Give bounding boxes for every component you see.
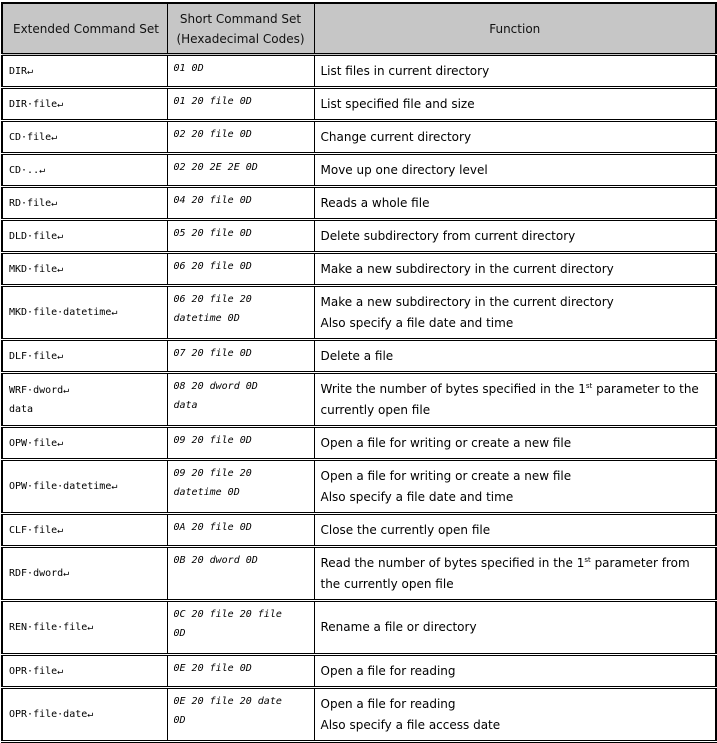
- table-row: [2, 427, 716, 460]
- function-text: Open a file for writing or create a new file: [320, 468, 572, 483]
- hex-code-text: 08 20 dword 0D: [173, 381, 258, 392]
- function-text: Also specify a file date and time: [320, 315, 514, 330]
- extended-command-cell: [2, 340, 167, 373]
- extended-command-text: CD·..↵: [9, 164, 46, 176]
- function-cell: [314, 655, 716, 688]
- hex-code-text: 0A 20 file 0D: [173, 522, 252, 533]
- function-text: Make a new subdirectory in the current directory: [320, 261, 614, 276]
- hex-code-cell: [167, 187, 314, 220]
- header-row: [2, 3, 716, 55]
- table-row: [2, 220, 716, 253]
- function-text: Open a file for reading: [320, 696, 456, 711]
- table-row: [2, 655, 716, 688]
- function-text-part: Write the number of bytes specified in the 1: [320, 381, 586, 396]
- function-cell: [314, 601, 716, 655]
- extended-command-cell: [2, 427, 167, 460]
- function-text-part: parameter to the currently open file: [320, 381, 699, 417]
- extended-command-cell: [2, 55, 167, 88]
- function-text: Also specify a file access date: [320, 717, 501, 732]
- function-text-part: Read the number of bytes specified in the 1: [320, 555, 585, 570]
- function-text: Also specify a file date and time: [320, 489, 514, 504]
- extended-command-text: OPW·file↵: [9, 437, 64, 449]
- function-cell: [314, 514, 716, 547]
- function-text: Make a new subdirectory in the current directory: [320, 294, 614, 309]
- hex-code-cell: [167, 154, 314, 187]
- ordinal-suffix: st: [584, 555, 591, 564]
- table-row: [2, 373, 716, 427]
- extended-command-text: OPR·file·date↵: [9, 709, 94, 720]
- function-cell: [314, 373, 716, 427]
- function-text: Open a file for reading: [320, 663, 456, 678]
- hex-code-text: 01 20 file 0D: [173, 96, 252, 107]
- hex-code-text: 09 20 file 20: [173, 468, 252, 479]
- function-cell: [314, 187, 716, 220]
- function-cell: [314, 427, 716, 460]
- hex-code-text: 09 20 file 0D: [173, 435, 252, 446]
- hex-code-text: 02 20 2E 2E 0D: [173, 162, 258, 173]
- function-text: Move up one directory level: [320, 162, 488, 177]
- function-text-part: parameter from the currently open file: [320, 555, 690, 591]
- extended-command-text: DIR·file↵: [9, 98, 64, 110]
- table-row: [2, 154, 716, 187]
- extended-command-text: RDF·dword↵: [9, 568, 70, 579]
- extended-command-cell: [2, 121, 167, 154]
- extended-command-cell: [2, 655, 167, 688]
- table-row: [2, 88, 716, 121]
- function-text: Change current directory: [320, 129, 472, 144]
- extended-command-cell: [2, 154, 167, 187]
- hex-code-text: 0D: [173, 715, 186, 726]
- table-row: [2, 286, 716, 340]
- header-short-line2: (Hexadecimal Codes): [176, 31, 305, 46]
- hex-code-text: 0D: [173, 628, 186, 639]
- hex-code-cell: [167, 514, 314, 547]
- table-row: [2, 547, 716, 601]
- table-row: [2, 601, 716, 655]
- header-short-line1: Short Command Set: [179, 11, 302, 26]
- hex-code-cell: [167, 655, 314, 688]
- hex-code-cell: [167, 688, 314, 742]
- function-cell: [314, 547, 716, 601]
- function-text: List files in current directory: [320, 63, 490, 78]
- hex-code-cell: [167, 55, 314, 88]
- hex-code-text: 0E 20 file 20 date: [173, 696, 282, 707]
- hex-code-text: 0E 20 file 0D: [173, 663, 252, 674]
- function-cell: [314, 460, 716, 514]
- function-text: [321, 556, 690, 591]
- hex-code-text: 06 20 file 0D: [173, 261, 252, 272]
- hex-code-cell: [167, 88, 314, 121]
- table-row: [2, 253, 716, 286]
- ordinal-suffix: st: [585, 381, 593, 390]
- extended-command-cell: [2, 253, 167, 286]
- extended-command-cell: [2, 220, 167, 253]
- hex-code-cell: [167, 253, 314, 286]
- table-row: [2, 688, 716, 742]
- hex-code-text: 0C 20 file 20 file: [173, 609, 282, 620]
- function-text: [321, 382, 699, 417]
- function-cell: [314, 121, 716, 154]
- hex-code-cell: [167, 286, 314, 340]
- extended-command-text: CD·file↵: [9, 131, 58, 143]
- extended-command-text: RD·file↵: [9, 197, 58, 209]
- extended-command-text: WRF·dword↵: [9, 384, 70, 396]
- hex-code-cell: [167, 547, 314, 601]
- extended-command-text: DLF·file↵: [9, 350, 64, 362]
- function-text: Close the currently open file: [320, 522, 491, 537]
- function-cell: [314, 154, 716, 187]
- hex-code-text: 0B 20 dword 0D: [173, 555, 258, 566]
- hex-code-text: data: [173, 400, 198, 411]
- header-extended: Extended Command Set: [2, 3, 167, 55]
- function-text: Delete a file: [320, 348, 394, 363]
- extended-command-cell: [2, 601, 167, 655]
- function-text: Delete subdirectory from current directory: [320, 228, 576, 243]
- command-table: [1, 2, 717, 743]
- table-row: [2, 187, 716, 220]
- extended-command-cell: [2, 373, 167, 427]
- extended-command-text: MKD·file↵: [9, 263, 64, 275]
- function-cell: [314, 253, 716, 286]
- extended-command-text: MKD·file·datetime↵: [9, 307, 118, 318]
- hex-code-text: 05 20 file 0D: [173, 228, 252, 239]
- hex-code-text: datetime 0D: [173, 313, 240, 324]
- function-cell: [314, 55, 716, 88]
- function-cell: [314, 688, 716, 742]
- extended-command-text: data: [9, 403, 34, 415]
- table-row: [2, 121, 716, 154]
- function-cell: [314, 286, 716, 340]
- function-cell: [314, 88, 716, 121]
- hex-code-text: 02 20 file 0D: [173, 129, 252, 140]
- extended-command-text: DLD·file↵: [9, 230, 64, 242]
- function-text: List specified file and size: [320, 96, 475, 111]
- hex-code-text: datetime 0D: [173, 487, 240, 498]
- function-text: Open a file for writing or create a new file: [320, 435, 572, 450]
- extended-command-cell: [2, 547, 167, 601]
- extended-command-cell: [2, 286, 167, 340]
- extended-command-text: REN·file·file↵: [9, 622, 94, 633]
- hex-code-cell: [167, 340, 314, 373]
- table-row: [2, 55, 716, 88]
- hex-code-text: 04 20 file 0D: [173, 195, 252, 206]
- extended-command-text: OPR·file↵: [9, 665, 64, 677]
- hex-code-text: 06 20 file 20: [173, 294, 252, 305]
- hex-code-cell: [167, 220, 314, 253]
- extended-command-cell: [2, 688, 167, 742]
- hex-code-text: 01 0D: [173, 63, 204, 74]
- function-text: Rename a file or directory: [320, 620, 477, 634]
- header-short: [167, 3, 314, 55]
- extended-command-text: OPW·file·datetime↵: [9, 481, 118, 492]
- hex-code-cell: [167, 373, 314, 427]
- function-text: Reads a whole file: [320, 195, 430, 210]
- extended-command-text: DIR↵: [9, 65, 34, 77]
- function-cell: [314, 220, 716, 253]
- hex-code-text: 07 20 file 0D: [173, 348, 252, 359]
- hex-code-cell: [167, 460, 314, 514]
- hex-code-cell: [167, 427, 314, 460]
- extended-command-cell: [2, 88, 167, 121]
- function-cell: [314, 340, 716, 373]
- extended-command-cell: [2, 187, 167, 220]
- table-row: [2, 514, 716, 547]
- extended-command-text: CLF·file↵: [9, 524, 64, 536]
- table-row: [2, 460, 716, 514]
- hex-code-cell: [167, 601, 314, 655]
- header-function: Function: [314, 3, 716, 55]
- table-row: [2, 340, 716, 373]
- table-body: [2, 55, 716, 742]
- hex-code-cell: [167, 121, 314, 154]
- extended-command-cell: [2, 514, 167, 547]
- extended-command-cell: [2, 460, 167, 514]
